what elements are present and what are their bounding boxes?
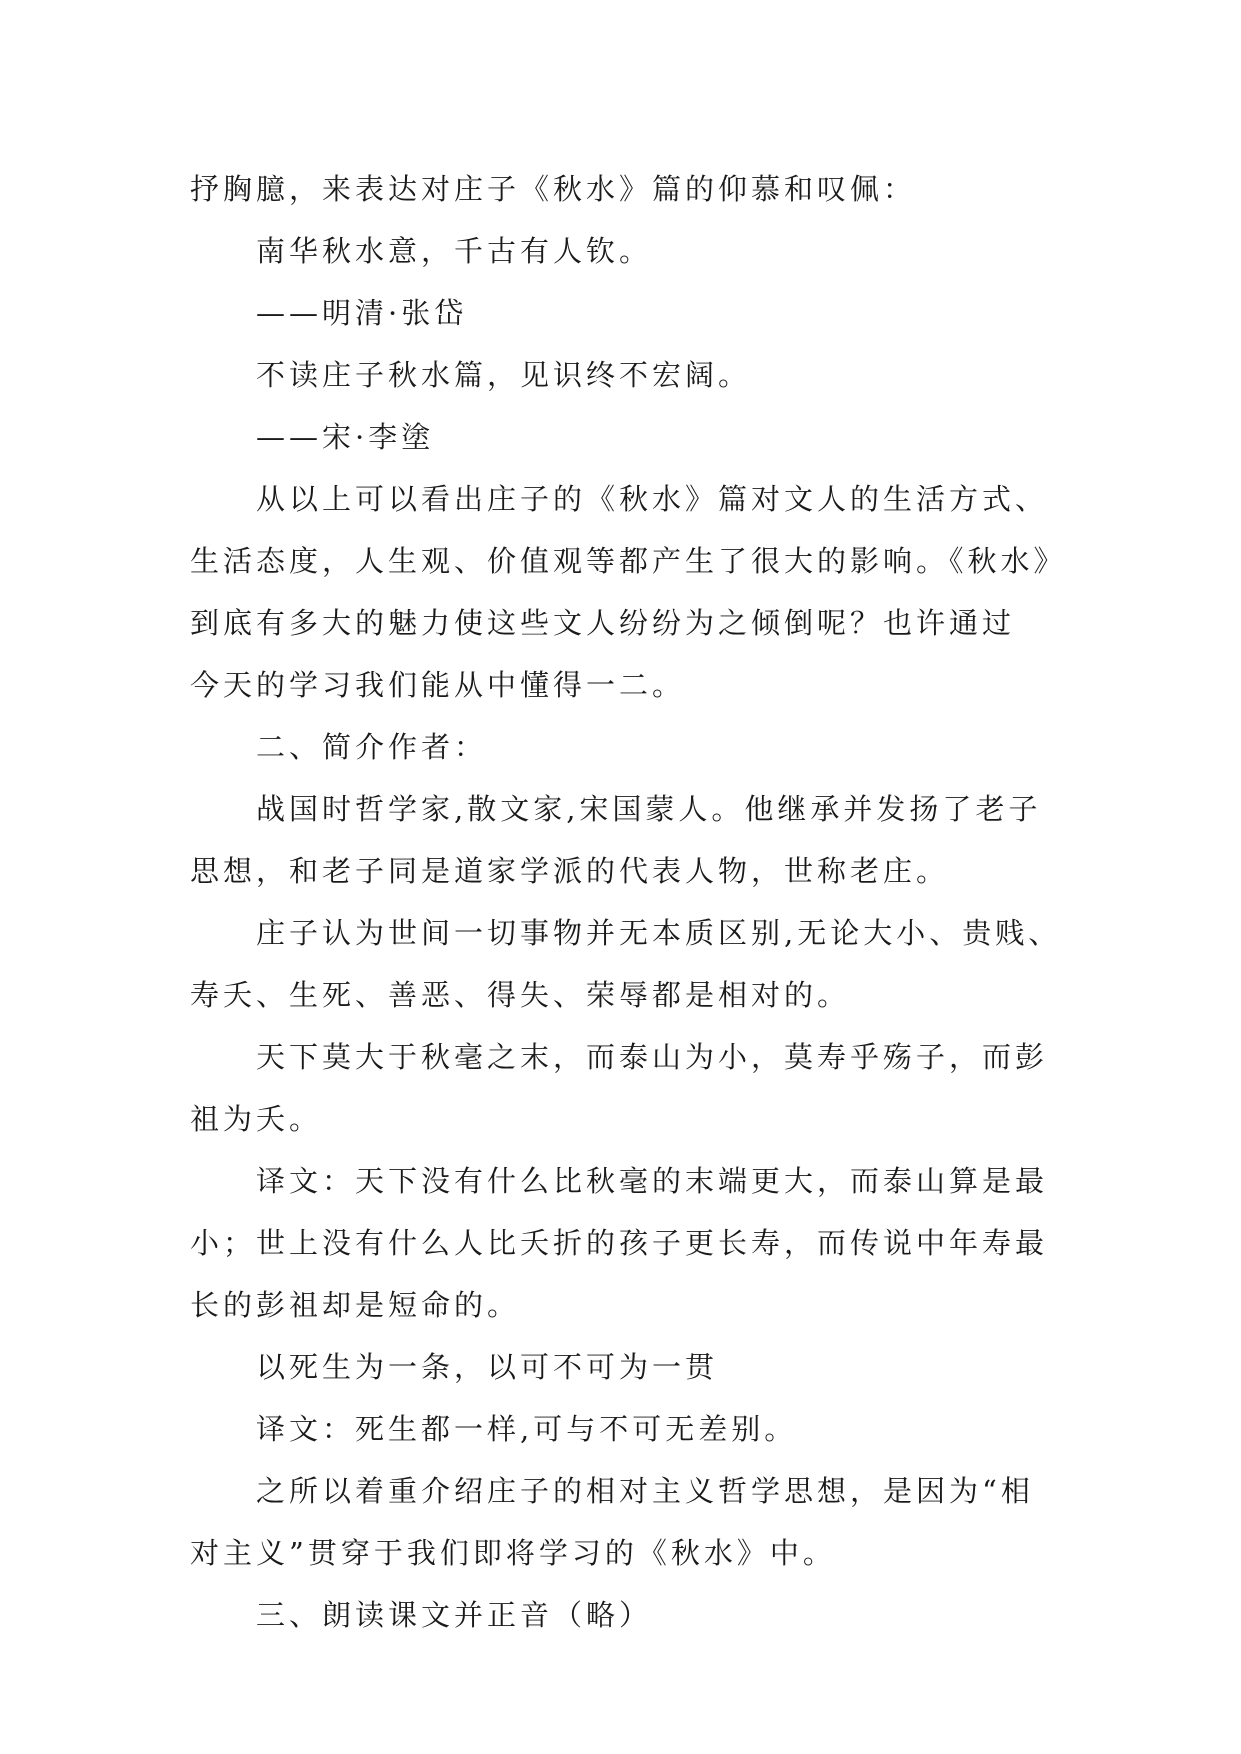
text-line: 以死生为一条，以可不可为一贯 xyxy=(256,1350,719,1384)
text-line: 生活态度，人生观、价值观等都产生了很大的影响。《秋水》 xyxy=(190,544,1067,578)
section-heading: 二、简介作者： xyxy=(256,730,488,764)
text-line: 祖为夭。 xyxy=(190,1102,323,1136)
translation-line: 译文：死生都一样,可与不可无差别。 xyxy=(256,1412,798,1446)
quote-attribution: ——宋·李塗 xyxy=(256,420,435,454)
translation-line: 译文：天下没有什么比秋毫的末端更大，而泰山算是最 xyxy=(256,1164,1049,1198)
section-heading: 三、朗读课文并正音（略） xyxy=(256,1598,653,1632)
quote-attribution: ——明清·张岱 xyxy=(256,296,468,330)
text-line: 对主义”贯穿于我们即将学习的《秋水》中。 xyxy=(190,1536,836,1570)
text-line: 寿夭、生死、善恶、得失、荣辱都是相对的。 xyxy=(190,978,851,1012)
text-line: 之所以着重介绍庄子的相对主义哲学思想，是因为“相 xyxy=(256,1474,1034,1508)
quote-line: 南华秋水意，千古有人钦。 xyxy=(256,234,653,268)
translation-line: 小；世上没有什么人比夭折的孩子更长寿，而传说中年寿最 xyxy=(190,1226,1049,1260)
quote-line: 不读庄子秋水篇，见识终不宏阔。 xyxy=(256,358,752,392)
text-line: 从以上可以看出庄子的《秋水》篇对文人的生活方式、 xyxy=(256,482,1049,516)
text-line: 今天的学习我们能从中懂得一二。 xyxy=(190,668,686,702)
text-line: 战国时哲学家,散文家,宋国蒙人。他继承并发扬了老子 xyxy=(256,792,1042,826)
document-page xyxy=(190,158,1067,1646)
text-line: 抒胸臆，来表达对庄子《秋水》篇的仰慕和叹佩： xyxy=(190,172,917,206)
translation-line: 长的彭祖却是短命的。 xyxy=(190,1288,521,1322)
text-line: 到底有多大的魅力使这些文人纷纷为之倾倒呢？也许通过 xyxy=(190,606,1016,640)
text-line: 思想，和老子同是道家学派的代表人物，世称老庄。 xyxy=(190,854,950,888)
text-line: 天下莫大于秋毫之末，而泰山为小，莫寿乎殇子，而彭 xyxy=(256,1040,1049,1074)
text-line: 庄子认为世间一切事物并无本质区别,无论大小、贵贱、 xyxy=(256,916,1062,950)
